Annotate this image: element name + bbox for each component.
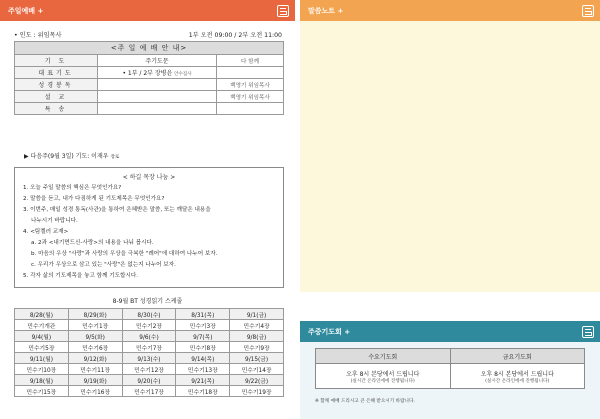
friday-prayer-time: 오후 8시 본당에서 드립니다 bbox=[480, 370, 554, 378]
table-row bbox=[15, 386, 284, 397]
table-row bbox=[15, 309, 284, 320]
date-cell: 9/12(화) bbox=[68, 353, 122, 364]
worship-schedule-title: <주 일 예 배 안 내> bbox=[15, 42, 284, 55]
chapter-cell: 민수기2장 bbox=[122, 320, 176, 331]
chapter-cell: 민수기10장 bbox=[15, 364, 69, 375]
date-cell: 9/19(화) bbox=[68, 375, 122, 386]
row-person: 백영기 위임목사 bbox=[217, 91, 284, 103]
sunday-worship-title: 주일예배 + bbox=[8, 6, 44, 15]
prayer-leader-title: 안수집사 bbox=[174, 72, 192, 77]
row-person bbox=[217, 103, 284, 115]
worship-leader: • 인도 : 위임목사 bbox=[14, 32, 62, 39]
table-row bbox=[15, 331, 284, 342]
friday-prayer-heading: 금요기도회 bbox=[450, 349, 585, 364]
wednesday-prayer-info bbox=[316, 364, 451, 389]
row-content bbox=[98, 67, 217, 79]
list-item: 1. 오늘 주일 말씀의 핵심은 무엇인가요? bbox=[23, 185, 122, 191]
table-row bbox=[15, 342, 284, 353]
list-item: 2. 말씀을 듣고, 내가 다짐하게 된 기도제목은 무엇인가요? bbox=[23, 196, 165, 202]
date-cell: 9/1(금) bbox=[230, 309, 284, 320]
date-cell: 9/8(금) bbox=[230, 331, 284, 342]
note-icon[interactable] bbox=[582, 326, 594, 338]
wednesday-prayer-online: (실시간 온라인에에 진행됩니다) bbox=[350, 378, 415, 384]
row-content bbox=[98, 103, 217, 115]
wednesday-prayer-time: 오후 8시 본당에서 드립니다 bbox=[346, 370, 420, 378]
next-week-prayer-text: ▶ 다음주(9월 3일) 기도: 이재우 bbox=[24, 153, 109, 160]
friday-prayer-info bbox=[450, 364, 585, 389]
date-cell: 9/18(월) bbox=[15, 375, 69, 386]
bible-reading-table bbox=[14, 308, 284, 397]
table-row bbox=[15, 364, 284, 375]
prayer-meeting-table bbox=[315, 348, 585, 389]
chapter-cell: 민수기9장 bbox=[230, 342, 284, 353]
row-content bbox=[98, 91, 217, 103]
sermon-note-title: 말씀노트 + bbox=[308, 6, 344, 15]
table-row bbox=[15, 320, 284, 331]
chapter-cell: 민수기8장 bbox=[176, 342, 230, 353]
chapter-cell: 민수기18장 bbox=[176, 386, 230, 397]
chapter-cell: 민수기6장 bbox=[68, 342, 122, 353]
weekly-prayer-panel bbox=[300, 321, 600, 419]
weekly-prayer-title: 주중기도회 + bbox=[308, 327, 351, 336]
row-content bbox=[98, 79, 217, 91]
next-week-prayer bbox=[24, 151, 119, 160]
date-cell: 9/5(화) bbox=[68, 331, 122, 342]
list-item: 4. <팀켈러 교재> bbox=[23, 229, 69, 235]
worship-times: 1부 오전 09:00 / 2부 오전 11:00 bbox=[188, 32, 282, 39]
prayer-leader: • 1부 / 2부 장병윤 bbox=[122, 70, 173, 77]
chapter-cell: 민수기11장 bbox=[68, 364, 122, 375]
date-cell: 9/13(수) bbox=[122, 353, 176, 364]
chapter-cell: 민수기17장 bbox=[122, 386, 176, 397]
date-cell: 9/11(월) bbox=[15, 353, 69, 364]
date-cell: 9/15(금) bbox=[230, 353, 284, 364]
date-cell: 8/31(목) bbox=[176, 309, 230, 320]
date-cell: 8/30(수) bbox=[122, 309, 176, 320]
row-person bbox=[217, 67, 284, 79]
table-row bbox=[15, 79, 284, 91]
row-person: 백영기 위임목사 bbox=[217, 79, 284, 91]
table-row bbox=[15, 103, 284, 115]
chapter-cell: 민수기7장 bbox=[122, 342, 176, 353]
row-label: 성경봉독 bbox=[15, 79, 98, 91]
chapter-cell: 민수기1장 bbox=[68, 320, 122, 331]
row-label: 특 송 bbox=[15, 103, 98, 115]
table-row bbox=[15, 55, 284, 67]
chapter-cell: 민수기13장 bbox=[176, 364, 230, 375]
prayer-note: ※ 함께 예배 드리시고 큰 은혜 받으시기 바랍니다. bbox=[315, 399, 415, 404]
sharing-box bbox=[14, 167, 284, 288]
list-item: c. 우리가 우상으로 삼고 있는 "사랑"은 없는지 나누어 보자. bbox=[31, 262, 176, 268]
chapter-cell: 민수기14장 bbox=[230, 364, 284, 375]
date-cell: 9/14(목) bbox=[176, 353, 230, 364]
date-cell: 9/4(월) bbox=[15, 331, 69, 342]
list-item: a. 2과 <내기면드신-사랑>의 내용을 나눠 봅시다. bbox=[31, 240, 154, 246]
bible-reading-title: 8-9월 BT 성경읽기 스케줄 bbox=[112, 298, 183, 305]
chapter-cell: 민수기15장 bbox=[15, 386, 69, 397]
chapter-cell: 민수기5장 bbox=[15, 342, 69, 353]
note-icon[interactable] bbox=[582, 5, 594, 17]
table-row bbox=[15, 353, 284, 364]
row-label: 대표기도 bbox=[15, 67, 98, 79]
row-person: 다 함께 bbox=[217, 55, 284, 67]
chapter-cell: 민수기3장 bbox=[176, 320, 230, 331]
chapter-cell: 민수기4장 bbox=[230, 320, 284, 331]
note-icon[interactable] bbox=[277, 5, 289, 17]
list-item: 5. 각자 삶의 기도제목을 놓고 함께 기도합시다. bbox=[23, 273, 139, 279]
list-item: b. 마음의 우상 "사랑"과 사랑의 우상을 극복한 "례어"에 대하여 나누어 보자. bbox=[31, 251, 218, 257]
chapter-cell: 민수기개관 bbox=[15, 320, 69, 331]
date-cell: 9/21(목) bbox=[176, 375, 230, 386]
date-cell: 9/20(수) bbox=[122, 375, 176, 386]
date-cell: 9/7(목) bbox=[176, 331, 230, 342]
friday-prayer-online: (실시간 온라인에에 진행됩니다) bbox=[485, 378, 550, 384]
row-label: 설 교 bbox=[15, 91, 98, 103]
table-row bbox=[15, 67, 284, 79]
weekly-prayer-header[interactable] bbox=[300, 321, 600, 342]
chapter-cell: 민수기16장 bbox=[68, 386, 122, 397]
list-item: 나누시기 바랍니다. bbox=[31, 218, 78, 224]
chapter-cell: 민수기12장 bbox=[122, 364, 176, 375]
row-content: 주기도문 bbox=[98, 55, 217, 67]
worship-info bbox=[14, 30, 282, 39]
chapter-cell: 민수기19장 bbox=[230, 386, 284, 397]
table-row bbox=[15, 91, 284, 103]
sunday-worship-panel bbox=[0, 0, 295, 419]
list-item: 3. 이번주, 매일 성경 통독(사관)을 통하여 은혜받은 말씀, 또는 깨달은 내용을 bbox=[23, 207, 211, 213]
date-cell: 9/22(금) bbox=[230, 375, 284, 386]
sunday-worship-header[interactable] bbox=[0, 0, 295, 21]
sermon-note-header[interactable] bbox=[300, 0, 600, 21]
sermon-note-panel bbox=[300, 0, 600, 292]
date-cell: 8/29(화) bbox=[68, 309, 122, 320]
worship-schedule-table bbox=[14, 41, 284, 115]
date-cell: 9/6(수) bbox=[122, 331, 176, 342]
sharing-title: < 하길 목장 나눔 > bbox=[122, 174, 176, 181]
wednesday-prayer-heading: 수요기도회 bbox=[316, 349, 451, 364]
table-row bbox=[15, 375, 284, 386]
date-cell: 8/28(월) bbox=[15, 309, 69, 320]
row-label: 기 도 bbox=[15, 55, 98, 67]
next-week-prayer-title: 장로 bbox=[110, 155, 120, 160]
